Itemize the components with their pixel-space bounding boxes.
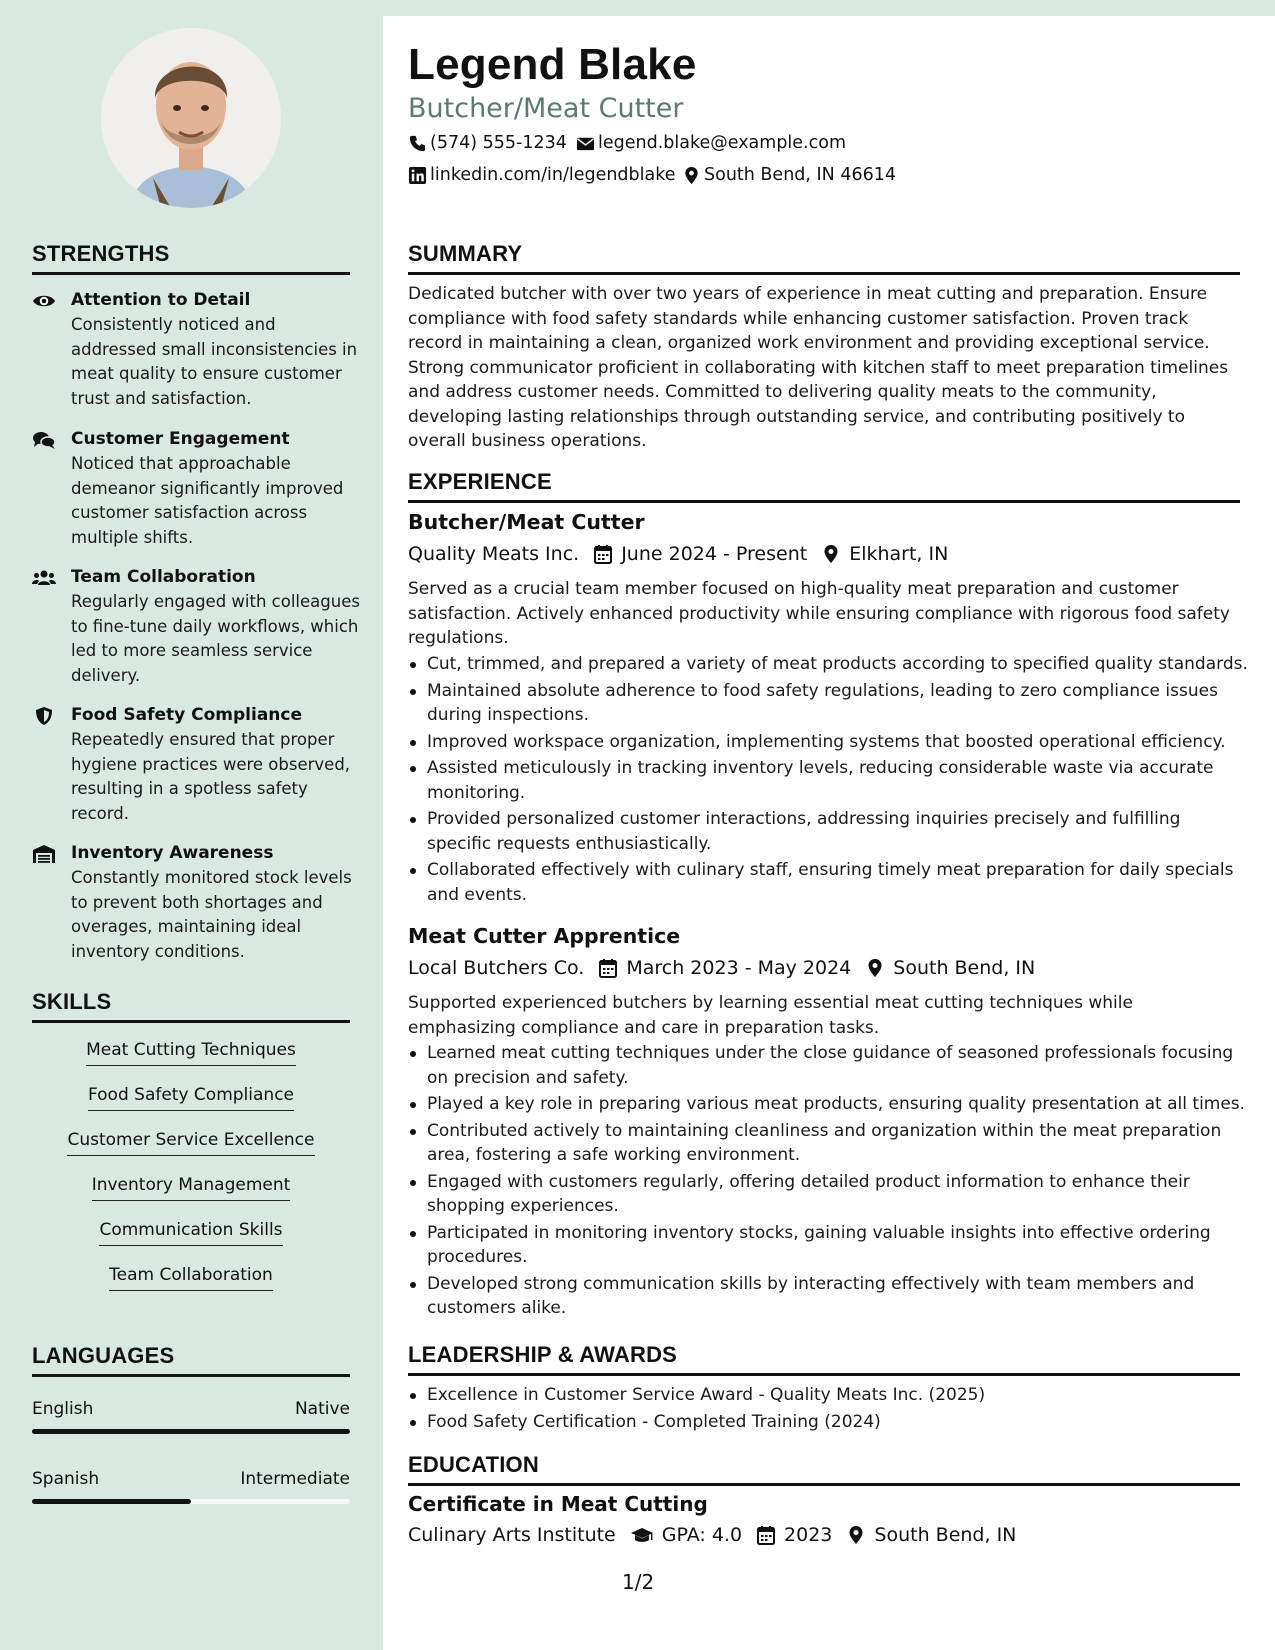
strength-title: Attention to Detail: [71, 290, 251, 310]
language-name: Spanish: [32, 1469, 100, 1489]
education-meta: [408, 1524, 1016, 1546]
top-strip: [0, 0, 1275, 16]
map-pin-icon: [682, 166, 701, 185]
language-level: Intermediate: [240, 1469, 350, 1489]
calendar-icon: [593, 544, 613, 564]
list-item: Provided personalized customer interactions, addressing inquiries precisely and fulfilling specific requests enthusiastically.: [408, 807, 1248, 856]
language-name: English: [32, 1399, 94, 1419]
job-title: Butcher/Meat Cutter: [408, 510, 645, 534]
language-proficiency-fill: [32, 1499, 191, 1504]
language-proficiency-bar: [32, 1429, 350, 1434]
education-heading: EDUCATION: [408, 1452, 539, 1477]
job-description: Served as a crucial team member focused on high-quality meat preparation and customer satisfaction. Actively enhanced productivity while ensuring compliance with rigorous food safety regulations.: [408, 579, 1230, 648]
phone-contact[interactable]: [408, 133, 567, 153]
candidate-name: Legend Blake: [408, 40, 697, 89]
language-proficiency-fill: [32, 1429, 350, 1434]
job-company: Quality Meats Inc.: [408, 543, 580, 565]
list-item: Cut, trimmed, and prepared a variety of meat products according to specified quality standards.: [408, 652, 1248, 677]
list-item: Participated in monitoring inventory stocks, gaining valuable insights into effective ordering procedures.: [408, 1221, 1248, 1270]
summary-rule: [408, 272, 1240, 275]
education-school: Culinary Arts Institute: [408, 1524, 616, 1546]
phone-text: (574) 555-1234: [430, 133, 567, 153]
job-location: Elkhart, IN: [849, 543, 949, 565]
strength-desc: Consistently noticed and addressed small inconsistencies in meat quality to ensure customer trust and satisfaction.: [71, 315, 358, 408]
strength-title: Customer Engagement: [71, 429, 290, 449]
strength-desc: Noticed that approachable demeanor significantly improved customer satisfaction across multiple shifts.: [71, 454, 344, 547]
languages-heading: LANGUAGES: [32, 1343, 175, 1368]
languages-rule: [32, 1374, 350, 1377]
job-dates: March 2023 - May 2024: [626, 957, 852, 979]
calendar-icon: [598, 958, 618, 978]
strength-desc: Repeatedly ensured that proper hygiene practices were observed, resulting in a spotless safety record.: [71, 730, 351, 823]
strengths-rule: [32, 272, 350, 275]
list-item: Food Safety Certification - Completed Training (2024): [408, 1410, 1248, 1435]
email-contact[interactable]: [576, 133, 846, 153]
job-meta: [408, 543, 948, 565]
shield-icon: [32, 706, 56, 726]
candidate-role: Butcher/Meat Cutter: [408, 93, 684, 124]
list-item: Maintained absolute adherence to food safety regulations, leading to zero compliance issues during inspections.: [408, 679, 1248, 728]
job-bullets: [408, 1041, 1248, 1323]
envelope-icon: [576, 134, 595, 153]
job-meta: [408, 957, 1035, 979]
skill-item: Inventory Management: [32, 1172, 350, 1201]
job-bullets: [408, 652, 1248, 909]
comments-icon: [32, 430, 56, 450]
experience-rule: [408, 500, 1240, 503]
map-pin-icon: [821, 544, 841, 564]
warehouse-icon: [32, 844, 56, 864]
page-number: 1/2: [622, 1570, 655, 1594]
awards-list: [408, 1383, 1248, 1436]
skills-rule: [32, 1020, 350, 1023]
summary-text: Dedicated butcher with over two years of experience in meat cutting and preparation. Ensure compliance with food safety standards while enhancing customer satisfaction. Proven track record in maintaining a clean, organized work environment and providing exceptional service. Strong communicator proficient in collaborating with kitchen staff to meet preparation timelines and address customer needs. Committed to delivering quality meats to the community, developing lasting relationships through outstanding service, and contributing positively to overall business operations.: [408, 284, 1229, 451]
language-row: [32, 1399, 350, 1419]
strength-title: Inventory Awareness: [71, 843, 274, 863]
list-item: Played a key role in preparing various meat products, ensuring quality presentation at all times.: [408, 1092, 1248, 1117]
education-year: 2023: [784, 1524, 833, 1546]
linkedin-contact[interactable]: [408, 165, 676, 185]
map-pin-icon: [865, 958, 885, 978]
strengths-heading: STRENGTHS: [32, 241, 170, 266]
language-proficiency-bar: [32, 1499, 350, 1504]
calendar-icon: [756, 1525, 776, 1545]
language-level: Native: [294, 1399, 350, 1419]
language-row: [32, 1469, 350, 1489]
list-item: Excellence in Customer Service Award - Quality Meats Inc. (2025): [408, 1383, 1248, 1408]
list-item: Assisted meticulously in tracking inventory levels, reducing considerable waste via accurate monitoring.: [408, 756, 1248, 805]
strength-desc: Regularly engaged with colleagues to fine-tune daily workflows, which led to more seamless service delivery.: [71, 592, 360, 685]
skills-heading: SKILLS: [32, 989, 112, 1014]
job-dates: June 2024 - Present: [621, 543, 808, 565]
summary-heading: SUMMARY: [408, 241, 523, 266]
list-item: Engaged with customers regularly, offering detailed product information to enhance their shopping experiences.: [408, 1170, 1248, 1219]
map-pin-icon: [846, 1525, 866, 1545]
strength-desc: Constantly monitored stock levels to prevent both shortages and overages, maintaining ideal inventory conditions.: [71, 868, 352, 961]
strength-title: Team Collaboration: [71, 567, 256, 587]
eye-icon: [32, 291, 56, 311]
email-text: legend.blake@example.com: [598, 133, 846, 153]
location-contact: [682, 165, 896, 185]
users-icon: [32, 568, 56, 588]
skill-item: Communication Skills: [32, 1217, 350, 1246]
linkedin-text: linkedin.com/in/legendblake: [430, 165, 676, 185]
job-company: Local Butchers Co.: [408, 957, 585, 979]
phone-icon: [408, 134, 427, 153]
location-text: South Bend, IN 46614: [704, 165, 897, 185]
list-item: Learned meat cutting techniques under the close guidance of seasoned professionals focusing on precision and safety.: [408, 1041, 1248, 1090]
list-item: Improved workspace organization, implementing systems that boosted operational efficiency.: [408, 730, 1248, 755]
skill-item: Customer Service Excellence: [32, 1127, 350, 1156]
graduation-cap-icon: [630, 1525, 654, 1545]
education-gpa: GPA: 4.0: [661, 1524, 743, 1546]
linkedin-icon: [408, 166, 427, 185]
list-item: Contributed actively to maintaining cleanliness and organization within the meat preparation area, fostering a safe working environment.: [408, 1119, 1248, 1168]
job-description: Supported experienced butchers by learning essential meat cutting techniques while emphasizing compliance and care in preparation tasks.: [408, 993, 1133, 1038]
list-item: Developed strong communication skills by interacting effectively with team members and customers alike.: [408, 1272, 1248, 1321]
job-title: Meat Cutter Apprentice: [408, 924, 681, 948]
list-item: Collaborated effectively with culinary staff, ensuring timely meat preparation for daily specials and events.: [408, 858, 1248, 907]
skill-item: Team Collaboration: [32, 1262, 350, 1291]
awards-rule: [408, 1373, 1240, 1376]
skill-item: Food Safety Compliance: [32, 1082, 350, 1111]
job-location: South Bend, IN: [893, 957, 1036, 979]
experience-heading: EXPERIENCE: [408, 469, 552, 494]
awards-heading: LEADERSHIP & AWARDS: [408, 1342, 678, 1367]
education-degree: Certificate in Meat Cutting: [408, 1492, 708, 1516]
strength-title: Food Safety Compliance: [71, 705, 303, 725]
education-location: South Bend, IN: [874, 1524, 1017, 1546]
skill-item: Meat Cutting Techniques: [32, 1037, 350, 1066]
profile-photo: [101, 28, 281, 208]
education-rule: [408, 1483, 1240, 1486]
